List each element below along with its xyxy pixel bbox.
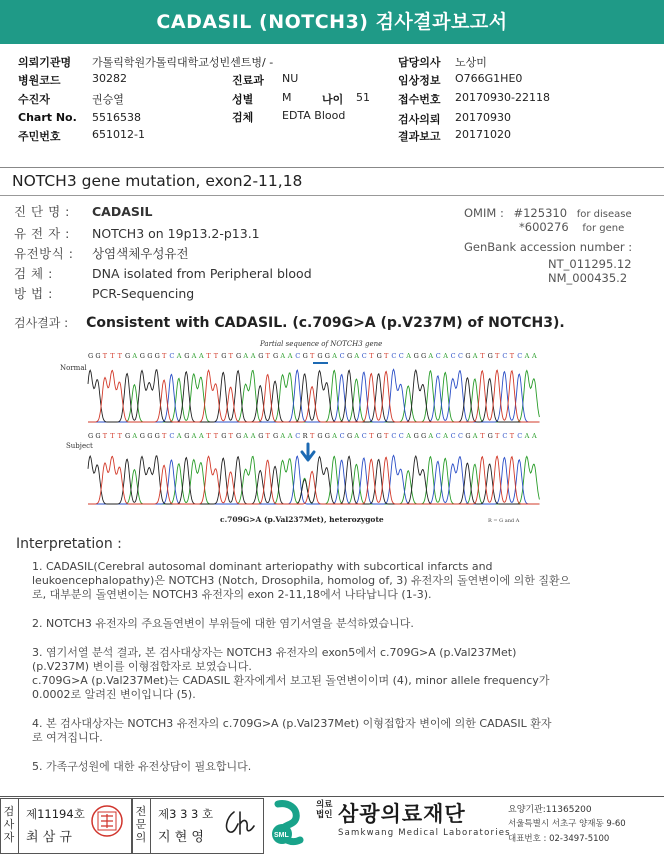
- normal-base-51: G: [465, 352, 471, 360]
- subject-trace-T: [88, 456, 539, 504]
- subject-base-55: T: [495, 432, 500, 440]
- inheritance-label: 유전방식 :: [14, 246, 74, 261]
- genbank-accession-1: NT_011295.12: [548, 257, 632, 271]
- normal-base-14: A: [191, 352, 197, 360]
- normal-base-34: C: [339, 352, 345, 360]
- subject-base-58: C: [517, 432, 523, 440]
- normal-base-46: A: [428, 352, 434, 360]
- sequence-chromatogram: [60, 336, 540, 528]
- normal-base-49: C: [450, 352, 456, 360]
- normal-base-15: A: [199, 352, 204, 360]
- subject-base-31: G: [317, 432, 323, 440]
- subject-base-23: G: [258, 432, 264, 440]
- normal-base-43: A: [406, 352, 411, 360]
- result-label: 검사결과 :: [14, 316, 69, 330]
- subject-base-11: C: [169, 432, 175, 440]
- subject-base-26: A: [280, 432, 286, 440]
- normal-base-19: T: [228, 352, 233, 360]
- method-label: 방 법 :: [14, 286, 53, 301]
- inheritance-row: [14, 244, 189, 262]
- normal-base-27: A: [287, 352, 293, 360]
- normal-base-12: A: [176, 352, 182, 360]
- omim-gene: *600276: [519, 220, 569, 234]
- normal-base-58: C: [517, 352, 523, 360]
- normal-trace-T: [88, 370, 539, 422]
- inheritance-value: 상염색체우성유전: [91, 246, 189, 261]
- chart-value: 5516538: [92, 111, 141, 124]
- normal-trace: [88, 369, 539, 422]
- org-code: 요양기관:11365200: [508, 805, 592, 815]
- normal-base-54: G: [487, 352, 493, 360]
- normal-base-35: G: [347, 352, 353, 360]
- omim-disease: #125310: [513, 206, 568, 220]
- doctor-value: 노상미: [455, 56, 487, 69]
- normal-base-36: A: [354, 352, 360, 360]
- diagnosis-label: 진 단 명 :: [14, 204, 70, 219]
- sample-label: 검 체 :: [14, 266, 53, 281]
- normal-base-0: G: [88, 352, 94, 360]
- interpretation-heading: Interpretation :: [16, 536, 122, 552]
- interpretation-p4-line1: 4. 본 검사대상자는 NOTCH3 유전자의 c.709G>A (p.Val237Met) 이형접합자 변이에 의한 CADASIL 환자: [32, 717, 552, 730]
- subject-base-6: A: [132, 432, 138, 440]
- subject-base-25: G: [273, 432, 279, 440]
- normal-base-56: C: [502, 352, 508, 360]
- org-prefix: [316, 800, 332, 820]
- sex-value: M: [282, 91, 292, 104]
- normal-base-20: G: [236, 352, 242, 360]
- subject-label: Subject: [66, 442, 93, 450]
- subject-base-36: A: [354, 432, 360, 440]
- normal-base-3: T: [110, 352, 115, 360]
- subject-base-43: A: [406, 432, 411, 440]
- normal-base-17: T: [213, 352, 219, 360]
- interpretation-p3-line4: 0.0002로 알려진 변이입니다 (5).: [32, 688, 196, 701]
- subject-base-20: G: [236, 432, 242, 440]
- subject-base-15: A: [199, 432, 204, 440]
- normal-base-6: A: [132, 352, 138, 360]
- subject-base-4: T: [117, 432, 122, 440]
- figure-caption-top: Partial sequence of NOTCH3 gene: [260, 340, 383, 348]
- doctor-label: 담당의사: [398, 56, 441, 69]
- patient-info-panel: [0, 50, 664, 168]
- sml-logo-icon: [268, 800, 314, 850]
- subject-base-45: G: [421, 432, 427, 440]
- method-row: [14, 284, 194, 302]
- normal-label: Normal: [60, 364, 87, 372]
- normal-base-24: T: [265, 352, 270, 360]
- figure-caption-bottom: c.709G>A (p.Val237Met), heterozygote: [220, 515, 384, 524]
- normal-base-9: G: [154, 352, 160, 360]
- subject-base-35: G: [347, 432, 353, 440]
- inspector-license: 제11194호: [26, 807, 85, 821]
- normal-base-52: A: [472, 352, 478, 360]
- normal-base-44: G: [413, 352, 419, 360]
- patient-value: 권승열: [92, 93, 124, 106]
- org-english-name: Samkwang Medical Laboratories: [338, 828, 511, 838]
- normal-base-18: G: [221, 352, 227, 360]
- department-label: 진료과: [232, 74, 264, 87]
- report-date-value: 20171020: [455, 128, 511, 141]
- subject-base-13: G: [184, 432, 190, 440]
- normal-base-31: G: [317, 352, 323, 360]
- normal-base-50: C: [458, 352, 463, 360]
- subject-base-52: A: [472, 432, 478, 440]
- normal-base-42: C: [398, 352, 404, 360]
- subject-base-7: G: [139, 432, 146, 440]
- subject-base-40: T: [384, 432, 389, 440]
- genbank-label: GenBank accession number :: [464, 240, 633, 254]
- normal-base-25: G: [273, 352, 279, 360]
- normal-base-22: A: [250, 352, 256, 360]
- org-name: 삼광의료재단: [338, 802, 466, 826]
- interpretation-p1-line1: 1. CADASIL(Cerebral autosomal dominant arteriopathy with subcortical infarcts and: [32, 560, 493, 573]
- specialist-license: 제3 3 3 호: [158, 807, 214, 821]
- sml-logo-text: SML: [274, 832, 289, 839]
- subject-base-42: C: [398, 432, 404, 440]
- request-date-label: 검사의뢰: [398, 113, 441, 126]
- normal-base-8: G: [147, 352, 153, 360]
- subject-base-32: G: [324, 432, 331, 440]
- subject-base-9: G: [154, 432, 160, 440]
- subject-base-44: G: [413, 432, 419, 440]
- omim-label: OMIM :: [464, 206, 504, 220]
- subject-base-59: A: [524, 432, 530, 440]
- clinical-label: 임상정보: [398, 74, 441, 87]
- interpretation-p1-line2: leukoencephalopathy)은 NOTCH3 (Notch, Drosophila, homolog of, 3) 유전자의 돌연변이에 의한 질환으: [32, 574, 571, 587]
- interpretation-p3-line3: c.709G>A (p.Val237Met)는 CADASIL 환자에게서 보고된 돌연변이이며 (4), minor allele frequency가: [32, 674, 550, 687]
- gene-value: NOTCH3 on 19p13.2-p13.1: [91, 226, 260, 241]
- subject-base-38: T: [369, 432, 374, 440]
- subject-base-17: T: [213, 432, 219, 440]
- inspector-divider: [18, 798, 19, 854]
- subject-base-16: T: [206, 432, 211, 440]
- normal-base-30: T: [310, 352, 315, 360]
- subject-base-8: G: [147, 432, 153, 440]
- subject-trace: [88, 455, 539, 504]
- subject-base-2: T: [102, 432, 108, 440]
- subject-base-24: T: [265, 432, 270, 440]
- diagnosis-value: CADASIL: [91, 204, 153, 219]
- normal-base-10: T: [162, 352, 167, 360]
- org-prefix-line2: 법인: [316, 810, 333, 820]
- normal-base-53: T: [480, 352, 485, 360]
- report-date-label: 결과보고: [398, 130, 441, 143]
- subject-base-53: T: [480, 432, 485, 440]
- normal-base-33: A: [332, 352, 337, 360]
- department-value: NU: [282, 72, 299, 85]
- subject-base-30: T: [310, 432, 315, 440]
- hospital-code-value: 30282: [92, 72, 127, 85]
- sample-value: DNA isolated from Peripheral blood: [91, 266, 312, 281]
- mutation-arrow-icon: [302, 444, 314, 460]
- patient-label: 수진자: [18, 93, 50, 106]
- interpretation-p1-line3: 로, 대부분의 돌연변이는 NOTCH3 유전자의 exon 2-11,18에서 나타납니다 (1-3).: [32, 588, 432, 601]
- sample-row: [14, 264, 312, 282]
- subject-base-18: G: [221, 432, 227, 440]
- subject-base-39: G: [376, 432, 382, 440]
- subject-base-27: A: [287, 432, 293, 440]
- subject-base-33: A: [332, 432, 337, 440]
- subject-base-46: A: [428, 432, 434, 440]
- normal-base-13: G: [184, 352, 190, 360]
- subject-base-3: T: [110, 432, 115, 440]
- inspector-vertical-label: 검사자: [3, 805, 15, 844]
- normal-base-60: A: [532, 352, 537, 360]
- id-value: 651012-1: [92, 128, 145, 141]
- request-date-value: 20170930: [455, 111, 511, 124]
- subject-base-19: T: [228, 432, 233, 440]
- normal-base-16: T: [206, 352, 211, 360]
- interpretation-p3-line2: (p.V237M) 변이를 이형접합자로 보였습니다.: [32, 660, 252, 673]
- test-result: [14, 314, 565, 331]
- id-label: 주민번호: [18, 130, 61, 143]
- normal-base-2: T: [102, 352, 108, 360]
- subject-base-0: G: [88, 432, 94, 440]
- normal-sequence-letters: [88, 352, 537, 360]
- test-title: NOTCH3 gene mutation, exon2-11,18: [12, 172, 303, 190]
- subject-base-57: T: [509, 432, 515, 440]
- subject-base-28: C: [295, 432, 301, 440]
- inspector-seal-icon: [90, 804, 124, 838]
- gene-row: [14, 224, 260, 242]
- normal-base-11: C: [169, 352, 175, 360]
- interpretation-p2: 2. NOTCH3 유전자의 주요돌연변이 부위들에 대한 염기서열을 분석하였습니다.: [32, 617, 414, 630]
- interpretation-p4-line2: 로 여겨집니다.: [32, 731, 103, 744]
- subject-base-51: G: [465, 432, 471, 440]
- normal-base-40: T: [384, 352, 389, 360]
- org-phone: 대표번호 : 02-3497-5100: [508, 834, 610, 844]
- specialist-name: 지 현 영: [158, 830, 204, 845]
- normal-base-26: A: [280, 352, 286, 360]
- omim-gene-note: for gene: [582, 223, 625, 234]
- normal-base-21: A: [243, 352, 249, 360]
- normal-base-41: C: [391, 352, 397, 360]
- inspector-name: 최 삼 규: [26, 830, 72, 845]
- clinical-value: O766G1HE0: [455, 72, 523, 85]
- figure-legend-note: R = G and A: [488, 518, 520, 524]
- normal-base-4: T: [117, 352, 122, 360]
- hospital-code-label: 병원코드: [18, 74, 61, 87]
- age-value: 51: [356, 91, 370, 104]
- institution-label: 의뢰기관명: [18, 56, 72, 69]
- subject-base-5: G: [125, 432, 131, 440]
- subject-base-34: C: [339, 432, 345, 440]
- normal-base-47: C: [435, 352, 441, 360]
- age-label: 나이: [322, 93, 344, 106]
- normal-base-23: G: [258, 352, 264, 360]
- subject-base-41: C: [391, 432, 397, 440]
- normal-base-5: G: [125, 352, 131, 360]
- specimen-value: EDTA Blood: [282, 109, 346, 122]
- subject-base-10: T: [162, 432, 167, 440]
- specialist-divider: [150, 798, 151, 854]
- interpretation-p3-line1: 3. 염기서열 분석 결과, 본 검사대상자는 NOTCH3 유전자의 exon5에서 c.709G>A (p.Val237Met): [32, 646, 517, 659]
- report-header: [0, 0, 664, 44]
- interpretation-p5: 5. 가족구성원에 대한 유전상담이 필요합니다.: [32, 760, 252, 773]
- subject-base-29: R: [302, 432, 308, 440]
- genbank-accession-2: NM_000435.2: [548, 271, 628, 285]
- subject-base-60: A: [532, 432, 537, 440]
- subject-base-48: A: [443, 432, 448, 440]
- receipt-value: 20170930-22118: [455, 91, 550, 104]
- sex-label: 성별: [232, 93, 254, 106]
- subject-base-50: C: [458, 432, 463, 440]
- normal-base-1: G: [95, 352, 101, 360]
- subject-base-47: C: [435, 432, 441, 440]
- normal-base-39: G: [376, 352, 382, 360]
- normal-base-57: T: [509, 352, 515, 360]
- subject-base-22: A: [250, 432, 256, 440]
- normal-base-38: T: [369, 352, 374, 360]
- subject-base-54: G: [487, 432, 493, 440]
- specialist-vertical-label: 전문의: [135, 805, 147, 844]
- chart-label: Chart No.: [18, 111, 77, 124]
- subject-base-49: C: [450, 432, 456, 440]
- specialist-signature-icon: [220, 808, 260, 838]
- subject-base-14: A: [191, 432, 197, 440]
- omim-disease-note: for disease: [576, 209, 632, 220]
- title-divider: [0, 195, 664, 196]
- subject-sequence-letters: [88, 432, 537, 440]
- receipt-label: 접수번호: [398, 93, 441, 106]
- normal-base-28: C: [295, 352, 301, 360]
- specimen-label: 검체: [232, 111, 254, 124]
- normal-base-55: T: [495, 352, 500, 360]
- subject-base-56: C: [502, 432, 508, 440]
- subject-base-37: C: [361, 432, 367, 440]
- normal-base-48: A: [443, 352, 448, 360]
- org-prefix-line1: 의료: [316, 800, 333, 810]
- normal-base-7: G: [139, 352, 146, 360]
- subject-base-21: A: [243, 432, 249, 440]
- institution-value: 가톨릭학원가톨릭대학교성빈센트병/ -: [92, 56, 274, 69]
- method-value: PCR-Sequencing: [91, 286, 195, 301]
- subject-base-12: A: [176, 432, 182, 440]
- omim-gene-row: [519, 220, 624, 234]
- gene-label: 유 전 자 :: [14, 226, 70, 241]
- diagnosis-row: [14, 202, 153, 220]
- omim-row: [464, 206, 632, 220]
- result-value: Consistent with CADASIL. (c.709G>A (p.V237M) of NOTCH3).: [86, 315, 565, 331]
- normal-base-32: G: [324, 352, 331, 360]
- normal-base-29: G: [302, 352, 308, 360]
- org-address: 서울특별시 서초구 양재동 9-60: [508, 819, 626, 829]
- normal-base-45: G: [421, 352, 427, 360]
- normal-base-59: A: [524, 352, 530, 360]
- report-title: CADASIL (NOTCH3) 검사결과보고서: [156, 11, 508, 33]
- subject-base-1: G: [95, 432, 101, 440]
- normal-base-37: C: [361, 352, 367, 360]
